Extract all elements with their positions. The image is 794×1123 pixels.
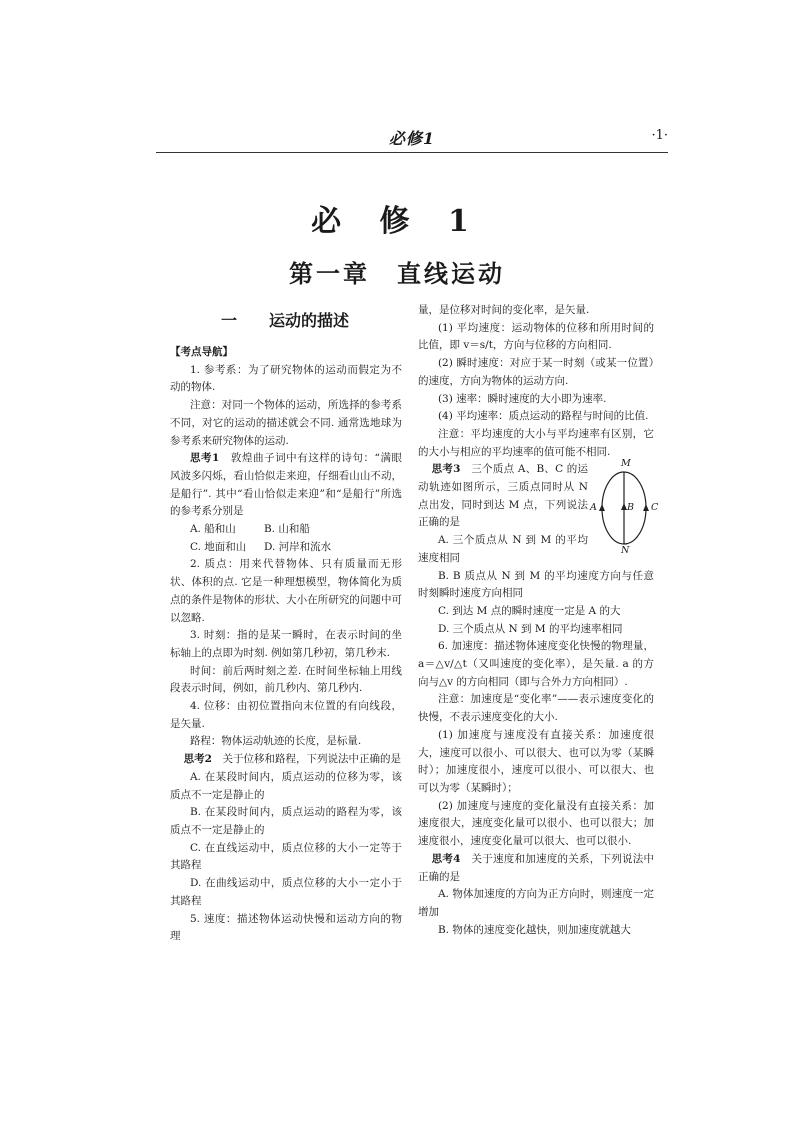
question-3-option-d: D. 三个质点从 N 到 M 的平均速率相同 bbox=[437, 622, 623, 635]
question-3-wrap bbox=[418, 461, 588, 567]
question-1-option-a: A. 船和山 bbox=[189, 523, 236, 536]
header-page-number: ·1· bbox=[651, 128, 668, 143]
question-2 bbox=[170, 751, 402, 769]
point-b-label: B bbox=[627, 502, 634, 514]
point-m-label: M bbox=[621, 458, 631, 470]
para-velocity-cont: 量，是位移对时间的变化率，是矢量. bbox=[418, 304, 590, 316]
para-average-speed: (4) 平均速率：质点运动的路程与时间的比值. bbox=[437, 410, 649, 423]
para-time-interval: 时间：前后两时刻之差. 在时间坐标轴上用线段表示时间，例如，前几秒内、第几秒内. bbox=[170, 664, 402, 695]
question-1 bbox=[170, 450, 402, 521]
trajectory-diagram bbox=[590, 458, 659, 557]
trajectory-svg bbox=[594, 463, 654, 553]
para-acceleration-velocity: (1) 加速度与速度没有直接关系：加速度很大，速度可以很小、可以很大、也可以为零（某瞬时）；加速度很小，速度可以很小、可以很大、也可以为零（某瞬时）； bbox=[418, 728, 654, 794]
question-2-option-c: C. 在直线运动中，质点位移的大小一定等于其路程 bbox=[170, 841, 402, 872]
question-4-label: 思考4 bbox=[431, 852, 461, 865]
question-3 bbox=[418, 461, 588, 532]
question-3-option-a: A. 三个质点从 N 到 M 的平均速度相同 bbox=[418, 534, 588, 564]
para-reference-note: 注意：对同一个物体的运动，所选择的参考系不同，对它的运动的描述就会不同. 通常选地球为参考系来研究物体的运动. bbox=[170, 399, 402, 447]
question-3-text: 三个质点 A、B、C 的运动轨迹如图所示，三质点同时从 N 点出发，同时到达 M 点，下列说法正确的是 bbox=[418, 463, 588, 529]
question-3-option-c: C. 到达 M 点的瞬时速度一定是 A 的大 bbox=[437, 604, 621, 617]
para-speed: (3) 速率：瞬时速度的大小即为速率. bbox=[437, 392, 607, 405]
point-a-label: A bbox=[590, 502, 597, 514]
running-header bbox=[156, 126, 668, 154]
guide-heading: 【考点导航】 bbox=[170, 346, 233, 358]
para-acceleration: 6. 加速度：描述物体速度变化快慢的物理量，a＝△v/△t（又叫速度的变化率），是矢量. a 的方向与△v 的方向相同（即与合外力方向相同）. bbox=[418, 640, 654, 688]
left-column bbox=[170, 344, 402, 946]
question-1-label: 思考1 bbox=[189, 452, 220, 465]
question-3-option-b: B. B 质点从 N 到 M 的平均速度方向与任意时刻瞬时速度方向相同 bbox=[418, 569, 654, 600]
para-reference-frame: 1. 参考系：为了研究物体的运动而假定为不动的物体. bbox=[170, 363, 402, 394]
volume-title: 必 修 1 bbox=[311, 204, 483, 239]
question-3-block bbox=[418, 458, 659, 567]
question-2-text: 关于位移和路程，下列说法中正确的是 bbox=[211, 753, 401, 766]
para-path-length: 路程：物体运动轨迹的长度，是标量. bbox=[189, 735, 362, 748]
point-n-label: N bbox=[621, 545, 630, 557]
header-book-title: 必修1 bbox=[388, 129, 436, 148]
arrow-c-icon bbox=[643, 504, 649, 511]
chapter-title: 第一章 直线运动 bbox=[289, 259, 505, 288]
para-velocity: 5. 速度：描述物体运动快慢和运动方向的物理 bbox=[170, 912, 402, 943]
para-speed-note: 注意：平均速度的大小与平均速率有区别，它的大小与相应的平均速率的值可能不相同. bbox=[418, 427, 654, 458]
para-instant-velocity: (2) 瞬时速度：对应于某一时刻（或某一位置）的速度，方向为物体的运动方向. bbox=[418, 357, 654, 387]
right-column bbox=[418, 302, 659, 939]
para-acceleration-note: 注意：加速度是“变化率”——表示速度变化的快慢，不表示速度变化的大小. bbox=[418, 693, 654, 724]
para-displacement: 4. 位移：由初位置指向末位置的有向线段，是矢量. bbox=[170, 700, 402, 730]
question-1-option-c: C. 地面和山 bbox=[189, 540, 247, 553]
arrow-a-icon bbox=[599, 504, 605, 511]
question-4-option-a: A. 物体加速度的方向为正方向时，则速度一定增加 bbox=[418, 888, 654, 918]
para-moment: 3. 时刻：指的是某一瞬时，在表示时间的坐标轴上的点即为时刻. 例如第几秒初，第几秒末. bbox=[170, 629, 402, 659]
point-c-label: C bbox=[651, 502, 659, 514]
question-1-option-d: D. 河岸和流水 bbox=[263, 540, 332, 553]
question-1-text: 敦煌曲子词中有这样的诗句：“满眼风波多闪烁，看山恰似走来迎，仔细看山山不动，是船行”. 其中“看山恰似走来迎”和“是船行”所选的参考系分别是 bbox=[170, 452, 402, 518]
question-2-label: 思考2 bbox=[183, 753, 212, 766]
question-4-text: 关于速度和加速度的关系，下列说法中正确的是 bbox=[418, 852, 654, 883]
question-1-option-b: B. 山和船 bbox=[263, 523, 310, 536]
para-acceleration-change: (2) 加速度与速度的变化量没有直接关系：加速度很大，速度变化量可以很小、也可以很大；加速度很小，速度变化量可以很大、也可以很小. bbox=[418, 799, 654, 848]
question-4 bbox=[418, 851, 654, 886]
para-particle: 2. 质点：用来代替物体、只有质量而无形状、体积的点. 它是一种理想模型，物体简化为质点的条件是物体的形状、大小在所研究的问题中可以忽略. bbox=[170, 558, 402, 624]
question-2-option-b: B. 在某段时间内，质点运动的路程为零，该质点不一定是静止的 bbox=[170, 806, 402, 836]
question-4-option-b: B. 物体的速度变化越快，则加速度就越大 bbox=[437, 923, 631, 936]
para-average-velocity: (1) 平均速度：运动物体的位移和所用时间的比值，即 v＝s/t，方向与位移的方向相同. bbox=[418, 321, 654, 352]
question-2-option-a: A. 在某段时间内，质点运动的位移为零，该质点不一定是静止的 bbox=[170, 770, 402, 801]
question-2-option-d: D. 在曲线运动中，质点位移的大小一定小于其路程 bbox=[170, 877, 402, 907]
question-3-label: 思考3 bbox=[431, 463, 461, 476]
header-rule bbox=[156, 152, 668, 153]
section-title: 一 运动的描述 bbox=[220, 311, 349, 330]
question-1-options bbox=[170, 521, 402, 556]
